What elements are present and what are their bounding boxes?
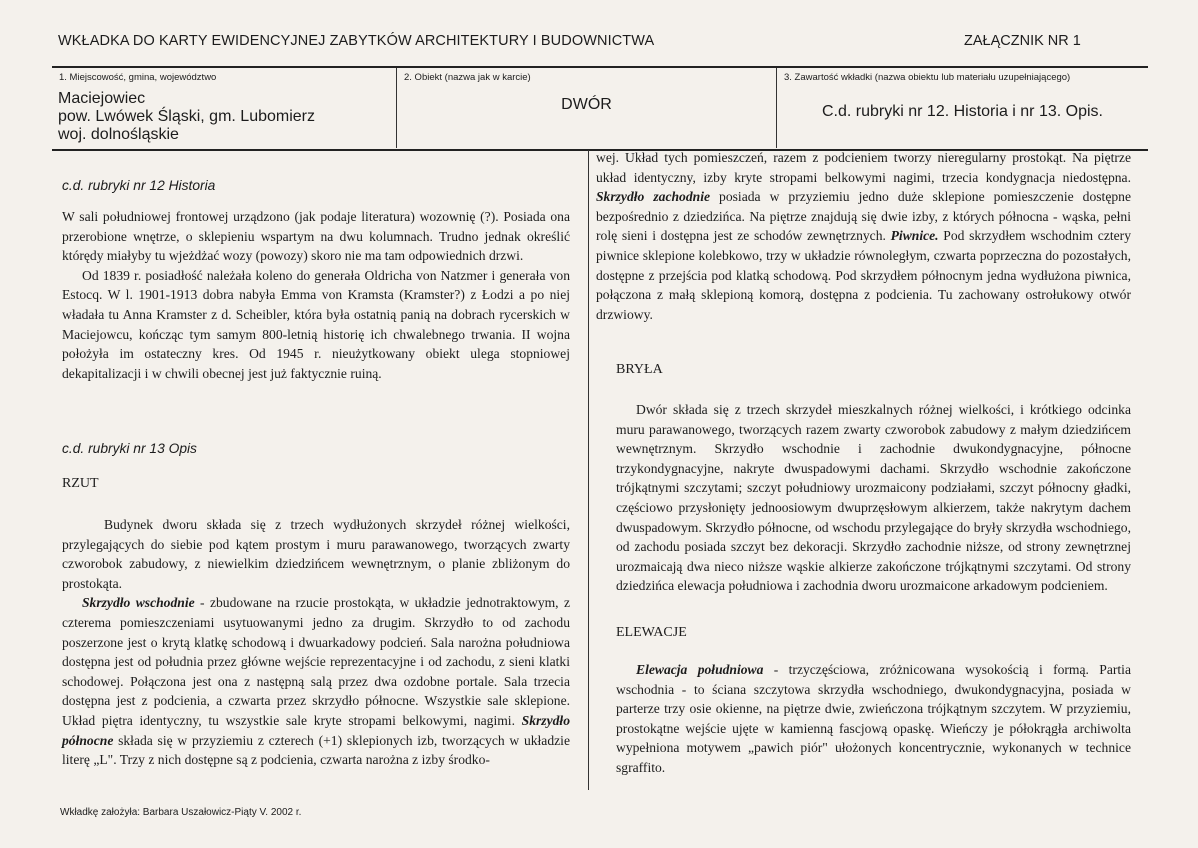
right-column-continuation [596, 148, 1131, 324]
rzut-heading: RZUT [62, 476, 99, 491]
cont-em-cellars: Piwnice. [890, 228, 939, 244]
bryla-heading: BRYŁA [616, 362, 663, 377]
continuation-paragraph [596, 148, 1131, 324]
location-line-1: Maciejowiec [58, 90, 146, 107]
left-column-rzut [62, 515, 570, 770]
rzut-paragraph-2 [62, 593, 570, 769]
contents-value: C.d. rubryki nr 12. Historia i nr 13. Opis. [822, 103, 1103, 120]
field-object-label: 2. Obiekt (nazwa jak w karcie) [404, 72, 531, 83]
history-heading: c.d. rubryki nr 12 Historia [62, 178, 216, 193]
rzut-text-a: - zbudowane na rzucie prostokąta, w układzie jednotraktowym, z czterema pomieszczeniami usytuowanymi jedno za drugim. Skrzydło to od zachodu poszerzone jest o krytą klatkę schodową i dwuarkadowy podcień. Sala narożna południowa dostępna jest od południa przez główne wejście reprezentacyjne i od zachodu, z sieni klatki schodowej. Połączona jest ona z następną salą przez dwa ozdobne portale. Sala trzecia dostępna jest z podcienia, a czwarta przez skrzydło północne. Wszystkie sale sklepione. Układ piętra identyczny, tu wszystkie sale kryte stropami belkowymi, nagimi. [62, 595, 571, 728]
footer-author: Wkładkę założyła: Barbara Uszałowicz-Piąty V. 2002 r. [60, 807, 302, 818]
field-contents [777, 68, 1148, 148]
rzut-em-east-wing: Skrzydło wschodnie [82, 595, 195, 611]
history-paragraph-2: Od 1839 r. posiadłość należała koleno do generała Oldricha von Natzmer i generała von Estocq. W l. 1901-1913 dobra nabyła Emma von Kramsta (Kramster?) z Łodzi a po niej władała tu Anna Kramster z d. Scheibler, która była ostatnią panią na dobrach rycerskich w Maciejowcu, kończąc tym samym 800-letnią historię ich chwalebnego trwania. II wojna położyła im ostateczny kres. Od 1945 r. nieużytkowany obiekt ulega stopniowej dekapitalizacji i w chwili obecnej jest już faktycznie ruiną. [62, 267, 570, 381]
object-name: DWÓR [561, 96, 612, 113]
right-column-elewacje [616, 660, 1131, 778]
left-column-history [62, 207, 570, 383]
cont-text-a: wej. Układ tych pomieszczeń, razem z podcieniem tworzy nieregularny prostokąt. Na piętrze układ identyczny, izby kryte stropami belkowymi nagimi, trzecia kondygnacja niedostępna. [596, 150, 1131, 185]
field-object [397, 68, 777, 148]
field-location [52, 68, 397, 148]
field-location-label: 1. Miejscowość, gmina, województwo [59, 72, 217, 83]
column-divider [588, 150, 589, 790]
history-paragraph-1: W sali południowej frontowej urządzono (jak podaje literatura) wozownię (?). Posiada ona przerobione wnętrze, o sklepieniu wspartym na dwu kolumnach. Trudno jednak określić którędy miałyby tu wjeżdżać wozy (powozy) skoro nie ma tam odpowiednich drzwi. [62, 209, 570, 264]
description-heading: c.d. rubryki nr 13 Opis [62, 441, 197, 456]
cont-text-c: Pod skrzydłem wschodnim cztery piwnice sklepione kolebkowo, trzy w układzie równoległym, czwarta poprzeczna do pozostałych, dostępne z przejścia pod klatką schodową. Pod skrzydłem północnym jedna wydłużona piwnica, połączona z małą sklepioną komorą, dostępna z podcienia. Tu zachowany ostrołukowy otwór drzwiowy. [596, 228, 1131, 322]
right-column-bryla [616, 400, 1131, 596]
cont-text-b: posiada w przyziemiu jedno duże sklepione pomieszczenie dostępne bezpośrednio z dziedzińca. Na piętrze znajdują się dwie izby, z których północna - wąska, pełni rolę sieni i dostępna jest ze schodów zewnętrznych. [596, 189, 1131, 244]
elew-em-south: Elewacja południowa [636, 662, 764, 677]
rzut-em-north-wing: Skrzydło północne [62, 712, 570, 748]
annex-label: ZAŁĄCZNIK NR 1 [964, 33, 1081, 49]
rzut-text-b: składa się w przyziemiu z czterech (+1) sklepionych izb, tworzących w układzie literę „L". Trzy z nich dostępne są z podcienia, czwarta narożna z izby środko- [62, 732, 570, 768]
cont-em-west-wing: Skrzydło zachodnie [596, 189, 711, 205]
location-line-2: pow. Lwówek Śląski, gm. Lubomierz [58, 108, 315, 125]
elew-text: - trzyczęściowa, zróżnicowana wysokością i formą. Partia wschodnia - to ściana szczytowa skrzydła wschodniego, dwukondygnacyjna, posiada w parterze trzy osie okienne, na piętrze dwie, zwieńczona trójkątnym szczytem. W przyziemiu, prostokątne wejście ujęte w kamienną fascjową opaskę. Wieńczy je półokrągła archiwolta wypełniona motywem „pawich piór" ułożonych koncentrycznie, wykonanych w technice sgraffito. [616, 662, 1131, 775]
rzut-paragraph-1: Budynek dworu składa się z trzech wydłużonych skrzydeł różnej wielkości, przylegających do siebie pod kątem prostym i muru parawanowego, tworzących zwarty czworobok zabudowy, z niewielkim dziedzińcem wewnętrznym, o planie zbliżonym do prostokąta. [62, 517, 570, 591]
elewacje-paragraph [616, 660, 1131, 778]
document-title: WKŁADKA DO KARTY EWIDENCYJNEJ ZABYTKÓW ARCHITEKTURY I BUDOWNICTWA [58, 33, 655, 49]
bryla-paragraph: Dwór składa się z trzech skrzydeł mieszkalnych różnej wielkości, i krótkiego odcinka muru parawanowego, tworzących razem zwarty czworobok zabudowy z małym dziedzińcem wewnętrznym. Skrzydło wschodnie i zachodnie dwukondygnacyjne, północne trzykondygnacyjne, nakryte dwuspadowymi dachami. Skrzydło wschodnie zakończone trójkątnymi szczytami; szczyt południowy urozmaicony podziałami, szczyt północny gładki, częściowo przysłonięty jednoosiowym dwuprzęsłowym alkierzem, także nakrytym dachem dwuspadowym. Skrzydło północne, od wschodu przylegające do bryły skrzydła wschodniego, od zachodu posiada szczyt bez dekoracji. Skrzydło zachodnie niższe, od strony zewnętrznej urozmaicają dwa nieco niższe wąskie alkierze zakończone trójkątnymi szczytami. Od strony dziedzińca elewacja południowa i zachodnia dworu urozmaicone arkadowym podcieniem. [616, 402, 1131, 594]
elewacje-heading: ELEWACJE [616, 625, 687, 640]
location-line-3: woj. dolnośląskie [58, 126, 179, 143]
field-contents-label: 3. Zawartość wkładki (nazwa obiektu lub materiału uzupełniającego) [784, 72, 1071, 83]
